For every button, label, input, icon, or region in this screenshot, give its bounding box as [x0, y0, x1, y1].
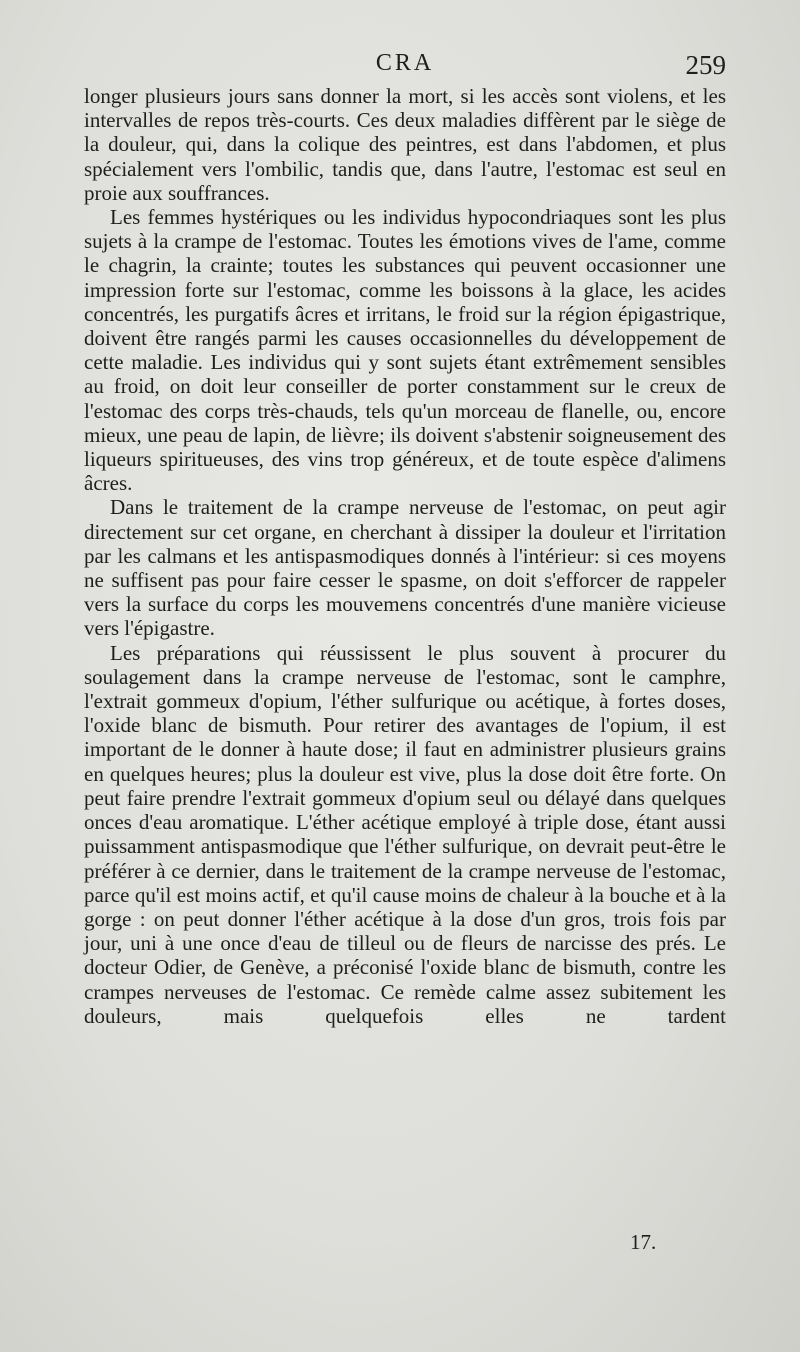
page-number: 259	[685, 50, 726, 80]
paragraph-preparations: Les préparations qui réussissent le plus souvent à procurer du soulagement dans la crampe nerveuse de l'estomac, sont le camphre, l'extrait gommeux d'opium, l'éther sulfurique ou acétique, à fortes doses, l'oxide blanc de bismuth. Pour retirer des avantages de l'opium, il est important de le donner à haute dose; il faut en administrer plusieurs grains en quelques heures; plus la douleur est vive, plus la dose doit être forte. On peut faire prendre l'extrait gommeux d'opium seul ou délayé dans quelques onces d'eau aromatique. L'éther acétique employé à triple dose, étant aussi puissamment antispasmodique que l'éther sulfurique, on devrait peut-être le préférer à ce dernier, dans le traitement de la crampe nerveuse de l'estomac, parce qu'il est moins actif, et qu'il cause moins de chaleur à la bouche et à la gorge : on peut donner l'éther acétique à la dose d'un gros, trois fois par jour, uni à une once d'eau de tilleul ou de fleurs de narcisse des prés. Le docteur Odier, de Genève, a préconisé l'oxide blanc de bismuth, contre les crampes nerveuses de l'estomac. Ce remède calme assez subitement les douleurs, mais quelquefois elles ne tardent	[84, 640, 726, 1028]
paragraph-causes: Les femmes hystériques ou les individus hypocondriaques sont les plus sujets à la crampe de l'estomac. Toutes les émotions vives de l'ame, comme le chagrin, la crainte; toutes les substances qui peuvent occasionner une impression forte sur l'estomac, comme les boissons à la glace, les acides concentrés, les purgatifs âcres et irritans, le froid sur la région épigastrique, doivent être rangés parmi les causes occasionnelles du développement de cette maladie. Les individus qui y sont sujets étant extrêmement sensibles au froid, on doit leur conseiller de porter constamment sur le creux de l'estomac des corps très-chauds, tels qu'un morceau de flanelle, ou, encore mieux, une peau de lapin, de lièvre; ils doivent s'abstenir soigneusement des liqueurs spiritueuses, des vins trop généreux, et de toute espèce d'alimens âcres.	[84, 205, 726, 496]
page-header	[84, 50, 726, 84]
signature-mark: 17.	[630, 1230, 657, 1254]
paragraph-continuation: longer plusieurs jours sans donner la mort, si les accès sont violens, et les intervalles de repos très-courts. Ces deux maladies diffèrent par le siège de la douleur, qui, dans la colique des peintres, est dans l'abdomen, et plus spécialement vers l'ombilic, tandis que, dans l'autre, l'estomac est seul en proie aux souffrances.	[84, 84, 726, 205]
running-head: CRA	[375, 50, 435, 76]
paragraph-treatment: Dans le traitement de la crampe nerveuse de l'estomac, on peut agir directement sur cet organe, en cherchant à dissiper la douleur et l'irritation par les calmans et les antispasmodiques donnés à l'intérieur: si ces moyens ne suffisent pas pour faire cesser le spasme, on doit s'efforcer de rappeler vers la surface du corps les mouvemens concentrés d'une manière vicieuse vers l'épigastre.	[84, 495, 726, 641]
body-text	[84, 84, 726, 1028]
